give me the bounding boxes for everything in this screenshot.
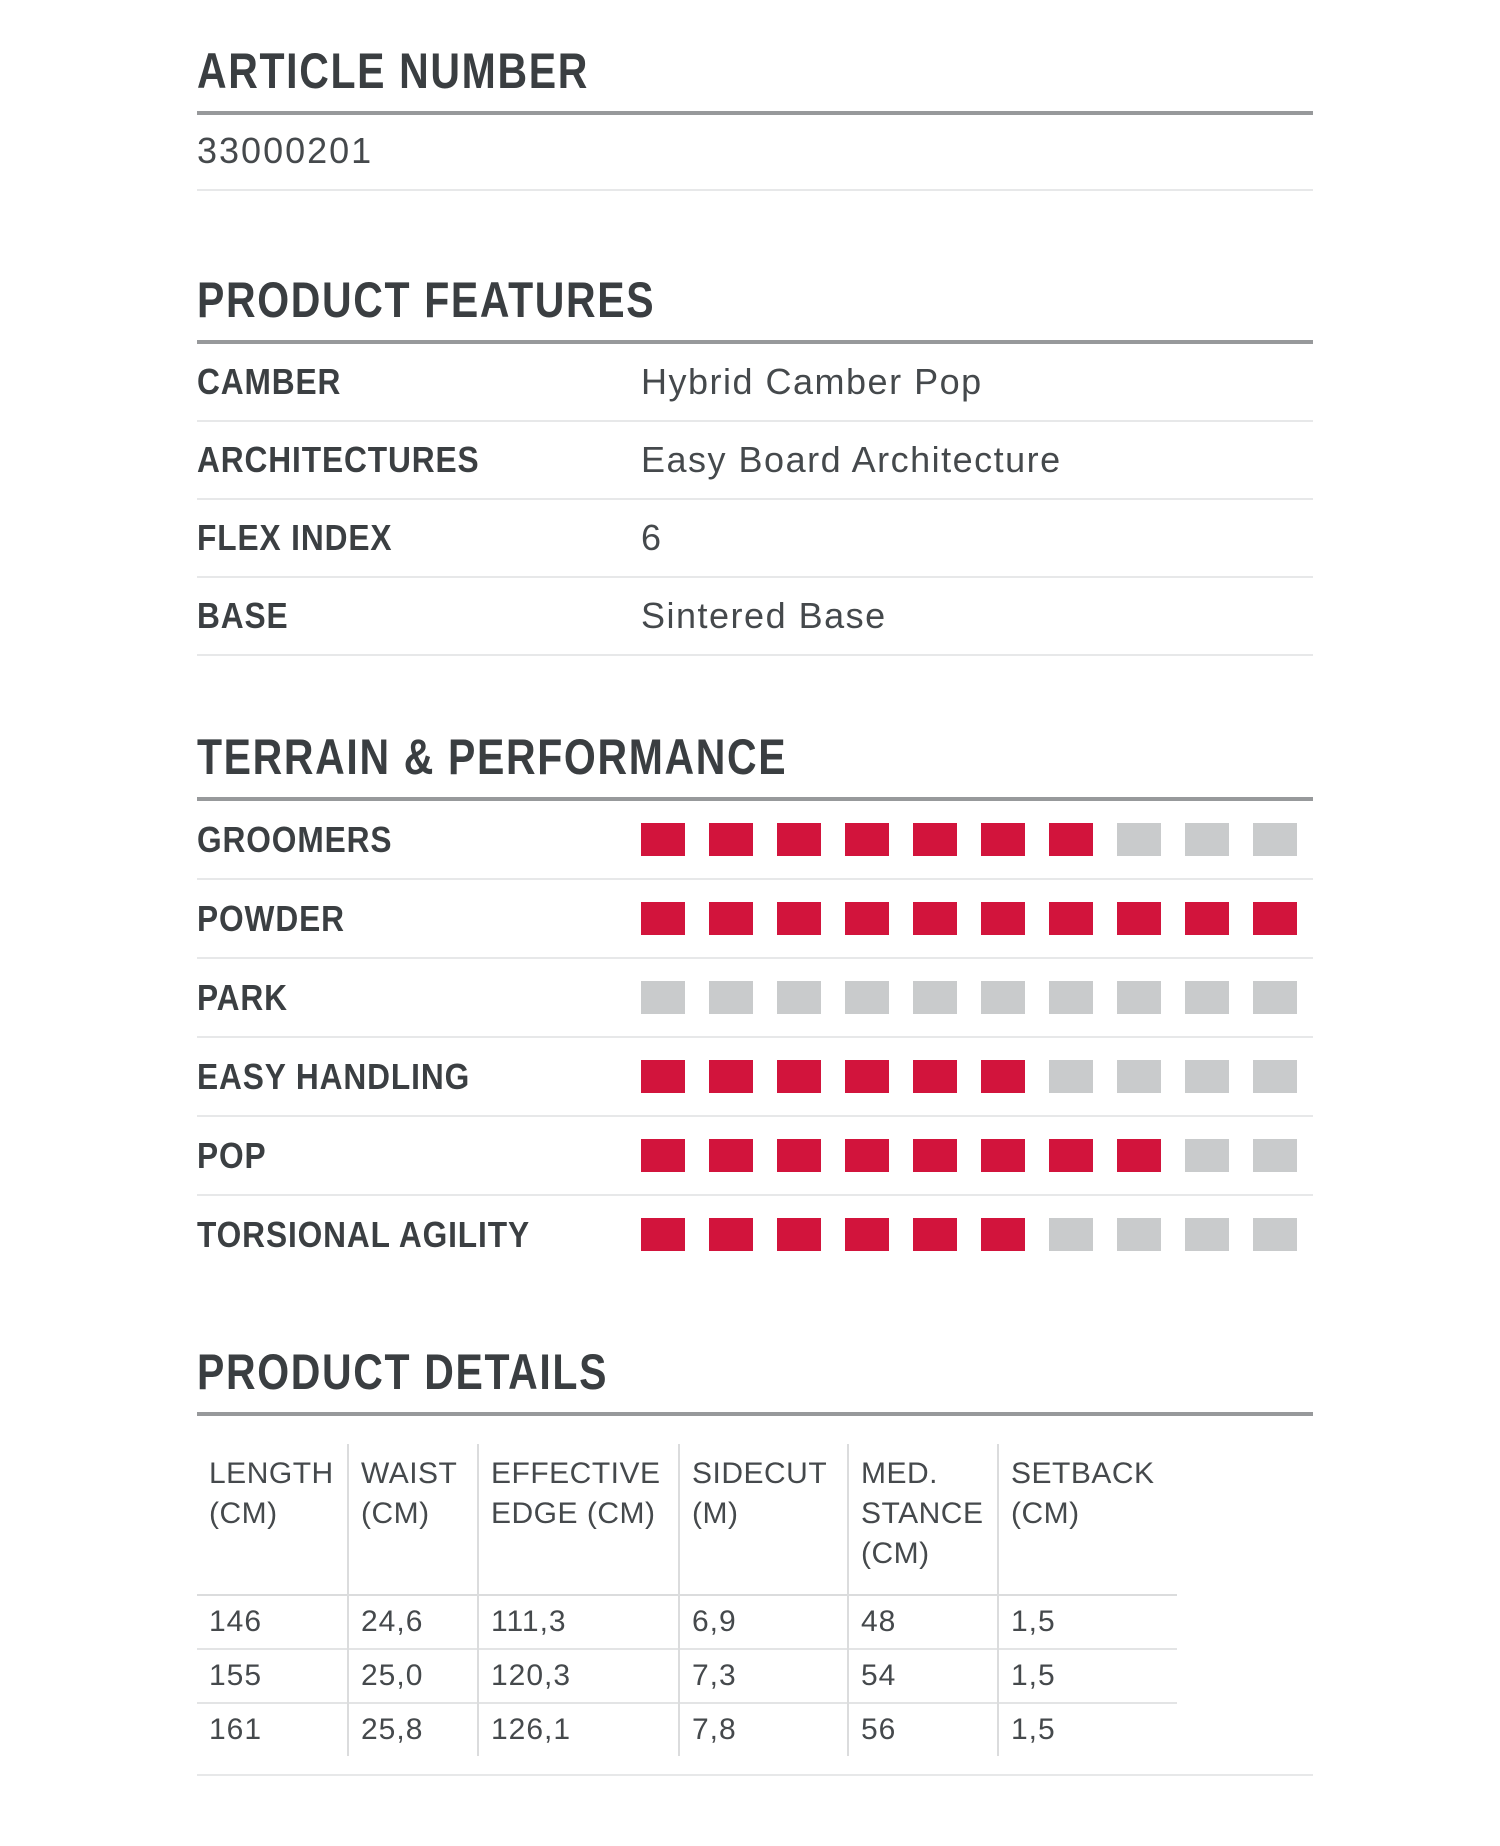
rating-square-filled: [845, 823, 889, 856]
rating-square-filled: [845, 1139, 889, 1172]
product-details-table: [197, 1444, 1177, 1756]
terrain-label: [197, 1214, 641, 1256]
product-features-list: [197, 344, 1313, 656]
table-column-header: EFFECTIVE EDGE (CM): [478, 1444, 679, 1595]
rating-square-filled: [709, 1139, 753, 1172]
terrain-label-text: GROOMERS: [197, 818, 393, 860]
table-cell: 48: [848, 1595, 998, 1649]
section-article-number: [197, 43, 1313, 191]
terrain-row: [197, 880, 1313, 959]
feature-label: [197, 439, 641, 481]
rating-square-filled: [1185, 902, 1229, 935]
table-cell: 111,3: [478, 1595, 679, 1649]
rating-square-empty: [1253, 981, 1297, 1014]
table-header-row: [197, 1444, 1177, 1595]
terrain-performance-heading: TERRAIN & PERFORMANCE: [197, 729, 788, 785]
rating-square-filled: [981, 823, 1025, 856]
feature-label: [197, 595, 641, 637]
table-cell: 7,3: [679, 1649, 848, 1703]
divider-thin: [197, 189, 1313, 191]
terrain-label: [197, 1056, 641, 1098]
rating-square-empty: [1049, 1218, 1093, 1251]
rating-square-filled: [709, 1218, 753, 1251]
feature-row: [197, 500, 1313, 578]
feature-row: [197, 422, 1313, 500]
terrain-row: [197, 801, 1313, 880]
rating-square-filled: [845, 902, 889, 935]
rating-square-empty: [913, 981, 957, 1014]
rating-square-empty: [1253, 1060, 1297, 1093]
rating-square-filled: [777, 902, 821, 935]
rating-bar: [641, 823, 1297, 856]
rating-square-empty: [1117, 981, 1161, 1014]
table-cell: 25,8: [348, 1703, 478, 1756]
rating-square-filled: [777, 823, 821, 856]
rating-square-empty: [845, 981, 889, 1014]
divider-thick: [197, 1412, 1313, 1416]
rating-square-empty: [981, 981, 1025, 1014]
terrain-label-text: POP: [197, 1134, 267, 1176]
rating-square-empty: [709, 981, 753, 1014]
feature-label-text: CAMBER: [197, 361, 342, 402]
section-terrain-performance: [197, 729, 1313, 1273]
rating-bar: [641, 1218, 1297, 1251]
rating-square-empty: [1049, 1060, 1093, 1093]
rating-square-empty: [1185, 981, 1229, 1014]
rating-square-filled: [1117, 1139, 1161, 1172]
feature-row: [197, 344, 1313, 422]
rating-bar: [641, 1060, 1297, 1093]
table-column-header: SETBACK (CM): [998, 1444, 1177, 1595]
rating-square-filled: [641, 1139, 685, 1172]
rating-square-filled: [709, 902, 753, 935]
divider-thin: [197, 1774, 1313, 1776]
rating-square-filled: [913, 1139, 957, 1172]
terrain-label: [197, 977, 641, 1019]
table-cell: 1,5: [998, 1595, 1177, 1649]
rating-square-empty: [1049, 981, 1093, 1014]
rating-square-empty: [1185, 1060, 1229, 1093]
rating-square-filled: [913, 823, 957, 856]
product-features-heading: PRODUCT FEATURES: [197, 272, 656, 328]
terrain-row: [197, 1196, 1313, 1273]
table-column-header: LENGTH (CM): [197, 1444, 348, 1595]
rating-square-filled: [641, 823, 685, 856]
feature-value: Hybrid Camber Pop: [641, 361, 983, 402]
table-column-header: MED. STANCE (CM): [848, 1444, 998, 1595]
rating-square-empty: [1253, 1139, 1297, 1172]
feature-value: Sintered Base: [641, 595, 887, 636]
feature-label: [197, 361, 641, 403]
article-number-heading: ARTICLE NUMBER: [197, 43, 589, 99]
terrain-row: [197, 1117, 1313, 1196]
rating-square-filled: [709, 1060, 753, 1093]
rating-square-filled: [913, 1060, 957, 1093]
rating-square-filled: [845, 1060, 889, 1093]
rating-square-filled: [981, 1218, 1025, 1251]
rating-square-filled: [777, 1139, 821, 1172]
feature-label-text: BASE: [197, 595, 289, 636]
rating-square-filled: [981, 902, 1025, 935]
table-cell: 120,3: [478, 1649, 679, 1703]
rating-square-empty: [1253, 1218, 1297, 1251]
rating-square-empty: [777, 981, 821, 1014]
table-row: [197, 1649, 1177, 1703]
table-cell: 126,1: [478, 1703, 679, 1756]
rating-square-filled: [641, 1060, 685, 1093]
table-cell: 1,5: [998, 1649, 1177, 1703]
table-cell: 6,9: [679, 1595, 848, 1649]
rating-square-filled: [913, 1218, 957, 1251]
rating-square-filled: [641, 1218, 685, 1251]
rating-bar: [641, 1139, 1297, 1172]
terrain-rating-list: [197, 801, 1313, 1273]
rating-square-filled: [981, 1139, 1025, 1172]
terrain-label: [197, 819, 641, 861]
rating-bar: [641, 981, 1297, 1014]
feature-value: Easy Board Architecture: [641, 439, 1062, 480]
rating-square-filled: [1117, 902, 1161, 935]
feature-label: [197, 517, 641, 559]
section-product-details: [197, 1344, 1313, 1776]
rating-square-empty: [641, 981, 685, 1014]
table-cell: 1,5: [998, 1703, 1177, 1756]
terrain-label-text: TORSIONAL AGILITY: [197, 1213, 530, 1255]
article-number-value: 33000201: [197, 130, 374, 171]
spec-sheet: [197, 43, 1313, 1776]
feature-label-text: ARCHITECTURES: [197, 439, 480, 480]
rating-square-empty: [1185, 823, 1229, 856]
terrain-label-text: EASY HANDLING: [197, 1055, 471, 1097]
rating-square-empty: [1185, 1218, 1229, 1251]
feature-label-text: FLEX INDEX: [197, 517, 393, 558]
terrain-label-text: POWDER: [197, 897, 345, 939]
terrain-label: [197, 898, 641, 940]
rating-square-filled: [1049, 823, 1093, 856]
table-row: [197, 1703, 1177, 1756]
table-cell: 155: [197, 1649, 348, 1703]
table-cell: 24,6: [348, 1595, 478, 1649]
rating-square-filled: [777, 1218, 821, 1251]
rating-square-empty: [1117, 1060, 1161, 1093]
rating-square-filled: [981, 1060, 1025, 1093]
rating-square-filled: [709, 823, 753, 856]
rating-bar: [641, 902, 1297, 935]
terrain-row: [197, 1038, 1313, 1117]
section-product-features: [197, 272, 1313, 656]
rating-square-filled: [913, 902, 957, 935]
rating-square-filled: [1049, 1139, 1093, 1172]
table-column-header: WAIST (CM): [348, 1444, 478, 1595]
rating-square-filled: [1049, 902, 1093, 935]
terrain-label-text: PARK: [197, 976, 288, 1018]
table-cell: 146: [209, 1605, 263, 1638]
table-cell: 161: [197, 1703, 348, 1756]
table-cell: 54: [848, 1649, 998, 1703]
rating-square-filled: [777, 1060, 821, 1093]
table-cell: 25,0: [348, 1649, 478, 1703]
table-row: [197, 1595, 1177, 1649]
table-cell: 56: [848, 1703, 998, 1756]
rating-square-empty: [1117, 823, 1161, 856]
feature-value: 6: [641, 517, 663, 558]
table-column-header: SIDECUT (M): [679, 1444, 848, 1595]
feature-row: [197, 578, 1313, 656]
rating-square-empty: [1253, 823, 1297, 856]
rating-square-empty: [1185, 1139, 1229, 1172]
rating-square-filled: [845, 1218, 889, 1251]
terrain-label: [197, 1135, 641, 1177]
rating-square-empty: [1117, 1218, 1161, 1251]
rating-square-filled: [641, 902, 685, 935]
terrain-row: [197, 959, 1313, 1038]
product-details-heading: PRODUCT DETAILS: [197, 1344, 609, 1400]
rating-square-filled: [1253, 902, 1297, 935]
table-cell: 7,8: [679, 1703, 848, 1756]
